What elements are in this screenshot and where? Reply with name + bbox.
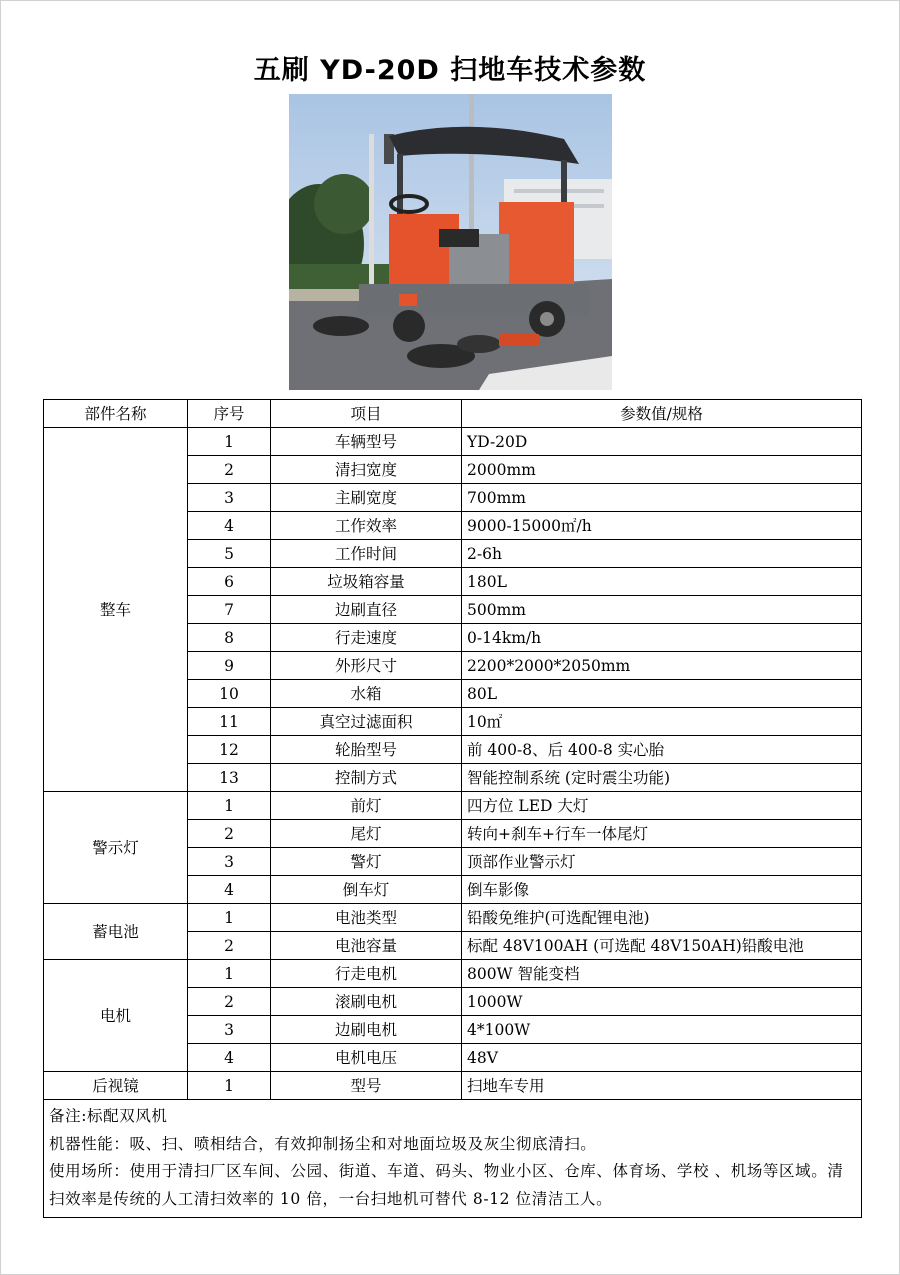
note-usage: 使用场所：使用于清扫厂区车间、公园、街道、车道、码头、物业小区、仓库、体育场、学校 、机场等区域。清扫效率是传统的人工清扫效率的 10 倍，一台扫地机可替代 8-12 位清洁工人。 — [49, 1162, 844, 1208]
item-name-cell: 警灯 — [271, 848, 462, 876]
part-name-cell: 后视镜 — [44, 1072, 188, 1100]
value-cell: 顶部作业警示灯 — [462, 848, 862, 876]
item-name-cell: 行走速度 — [271, 624, 462, 652]
header-item: 项目 — [271, 400, 462, 428]
row-number-cell: 7 — [188, 596, 271, 624]
value-cell: 四方位 LED 大灯 — [462, 792, 862, 820]
row-number-cell: 2 — [188, 988, 271, 1016]
part-name-cell: 电机 — [44, 960, 188, 1072]
item-name-cell: 倒车灯 — [271, 876, 462, 904]
value-cell: 80L — [462, 680, 862, 708]
value-cell: 扫地车专用 — [462, 1072, 862, 1100]
item-name-cell: 前灯 — [271, 792, 462, 820]
table-row — [44, 1072, 862, 1100]
notes-row — [44, 1100, 862, 1218]
value-cell: 前 400-8、后 400-8 实心胎 — [462, 736, 862, 764]
row-number-cell: 2 — [188, 932, 271, 960]
value-cell: YD-20D — [462, 428, 862, 456]
value-cell: 0-14km/h — [462, 624, 862, 652]
row-number-cell: 4 — [188, 1044, 271, 1072]
item-name-cell: 行走电机 — [271, 960, 462, 988]
value-cell: 转向+刹车+行车一体尾灯 — [462, 820, 862, 848]
row-number-cell: 3 — [188, 848, 271, 876]
value-cell: 1000W — [462, 988, 862, 1016]
item-name-cell: 边刷直径 — [271, 596, 462, 624]
item-name-cell: 电池类型 — [271, 904, 462, 932]
value-cell: 500mm — [462, 596, 862, 624]
row-number-cell: 4 — [188, 512, 271, 540]
row-number-cell: 1 — [188, 792, 271, 820]
value-cell: 180L — [462, 568, 862, 596]
value-cell: 2000mm — [462, 456, 862, 484]
table-row — [44, 904, 862, 932]
value-cell: 9000-15000㎡/h — [462, 512, 862, 540]
row-number-cell: 10 — [188, 680, 271, 708]
item-name-cell: 主刷宽度 — [271, 484, 462, 512]
page-title: 五刷 YD-20D 扫地车技术参数 — [253, 55, 647, 86]
part-name-cell: 警示灯 — [44, 792, 188, 904]
item-name-cell: 水箱 — [271, 680, 462, 708]
header-no: 序号 — [188, 400, 271, 428]
header-value: 参数值/规格 — [462, 400, 862, 428]
row-number-cell: 3 — [188, 1016, 271, 1044]
part-name-cell: 整车 — [44, 428, 188, 792]
table-header-row — [44, 400, 862, 428]
item-name-cell: 型号 — [271, 1072, 462, 1100]
row-number-cell: 1 — [188, 904, 271, 932]
notes-cell — [44, 1100, 862, 1218]
row-number-cell: 2 — [188, 820, 271, 848]
value-cell: 10㎡ — [462, 708, 862, 736]
row-number-cell: 1 — [188, 960, 271, 988]
table-row — [44, 960, 862, 988]
item-name-cell: 工作效率 — [271, 512, 462, 540]
item-name-cell: 车辆型号 — [271, 428, 462, 456]
value-cell: 800W 智能变档 — [462, 960, 862, 988]
row-number-cell: 4 — [188, 876, 271, 904]
value-cell: 48V — [462, 1044, 862, 1072]
item-name-cell: 电池容量 — [271, 932, 462, 960]
sweeper-vehicle-photo — [289, 94, 612, 390]
item-name-cell: 电机电压 — [271, 1044, 462, 1072]
row-number-cell: 3 — [188, 484, 271, 512]
item-name-cell: 真空过滤面积 — [271, 708, 462, 736]
item-name-cell: 清扫宽度 — [271, 456, 462, 484]
value-cell: 铅酸免维护(可选配锂电池) — [462, 904, 862, 932]
value-cell: 4*100W — [462, 1016, 862, 1044]
header-part: 部件名称 — [44, 400, 188, 428]
note-performance: 机器性能：吸、扫、喷相结合，有效抑制扬尘和对地面垃圾及灰尘彻底清扫。 — [49, 1134, 597, 1153]
note-remark: 备注:标配双风机 — [49, 1107, 168, 1125]
spec-table-body — [44, 428, 862, 1100]
part-name-cell: 蓄电池 — [44, 904, 188, 960]
item-name-cell: 外形尺寸 — [271, 652, 462, 680]
row-number-cell: 1 — [188, 1072, 271, 1100]
item-name-cell: 工作时间 — [271, 540, 462, 568]
row-number-cell: 13 — [188, 764, 271, 792]
table-row — [44, 792, 862, 820]
value-cell: 标配 48V100AH (可选配 48V150AH)铅酸电池 — [462, 932, 862, 960]
table-row — [44, 428, 862, 456]
item-name-cell: 滚刷电机 — [271, 988, 462, 1016]
row-number-cell: 1 — [188, 428, 271, 456]
value-cell: 倒车影像 — [462, 876, 862, 904]
value-cell: 智能控制系统 (定时震尘功能) — [462, 764, 862, 792]
item-name-cell: 边刷电机 — [271, 1016, 462, 1044]
row-number-cell: 8 — [188, 624, 271, 652]
item-name-cell: 垃圾箱容量 — [271, 568, 462, 596]
row-number-cell: 12 — [188, 736, 271, 764]
value-cell: 2-6h — [462, 540, 862, 568]
item-name-cell: 轮胎型号 — [271, 736, 462, 764]
spec-table — [43, 399, 862, 1218]
value-cell: 700mm — [462, 484, 862, 512]
item-name-cell: 控制方式 — [271, 764, 462, 792]
value-cell: 2200*2000*2050mm — [462, 652, 862, 680]
row-number-cell: 6 — [188, 568, 271, 596]
row-number-cell: 9 — [188, 652, 271, 680]
row-number-cell: 2 — [188, 456, 271, 484]
item-name-cell: 尾灯 — [271, 820, 462, 848]
row-number-cell: 11 — [188, 708, 271, 736]
row-number-cell: 5 — [188, 540, 271, 568]
